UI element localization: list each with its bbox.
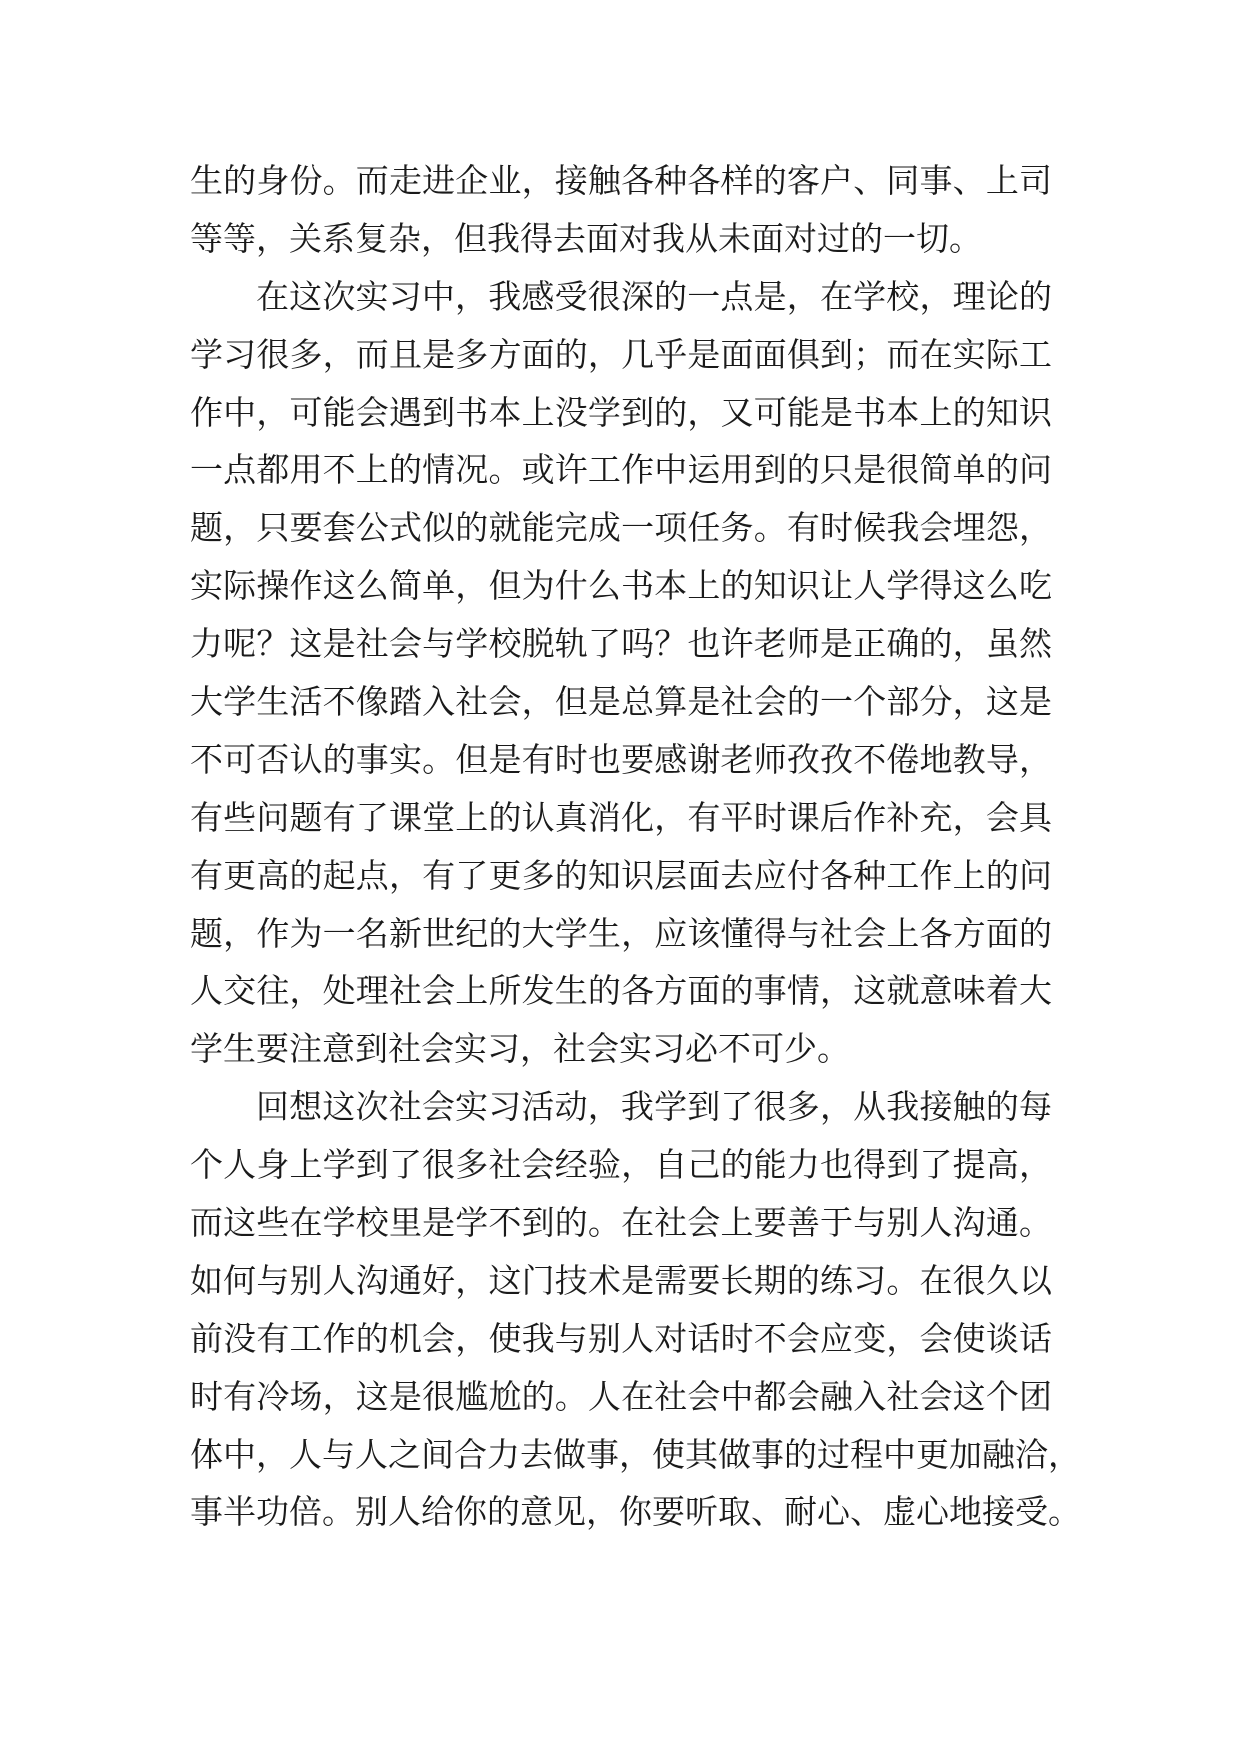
text-line: 事半功倍。别人给你的意见，你要听取、耐心、虚心地接受。 <box>190 1492 1081 1532</box>
text-line: 等等，关系复杂，但我得去面对我从未面对过的一切。 <box>190 218 982 258</box>
text-line: 一点都用不上的情况。或许工作中运用到的只是很简单的问 <box>190 450 1052 490</box>
text-line: 生的身份。而走进企业，接触各种各样的客户、同事、上司 <box>190 161 1052 200</box>
text-line: 学习很多，而且是多方面的，几乎是面面俱到；而在实际工 <box>190 334 1052 374</box>
text-line: 实际操作这么简单，但为什么书本上的知识让人学得这么吃 <box>190 566 1052 606</box>
paragraph-1 <box>190 152 1052 268</box>
text-line: 学生要注意到社会实习，社会实习必不可少。 <box>190 1029 850 1069</box>
text-line: 人交往，处理社会上所发生的各方面的事情，这就意味着大 <box>190 971 1052 1011</box>
text-line: 不可否认的事实。但是有时也要感谢老师孜孜不倦地教导， <box>190 739 1052 779</box>
text-line: 在这次实习中，我感受很深的一点是，在学校，理论的 <box>256 276 1052 316</box>
text-line: 力呢？这是社会与学校脱轨了吗？也许老师是正确的，虽然 <box>190 624 1052 664</box>
paragraph-2 <box>190 268 1052 1078</box>
text-line: 作中，可能会遇到书本上没学到的，又可能是书本上的知识 <box>190 392 1052 432</box>
text-line: 有更高的起点，有了更多的知识层面去应付各种工作上的问 <box>190 855 1052 895</box>
text-line: 题，作为一名新世纪的大学生，应该懂得与社会上各方面的 <box>190 913 1052 953</box>
text-line: 时有冷场，这是很尴尬的。人在社会中都会融入社会这个团 <box>190 1376 1052 1416</box>
text-line: 体中，人与人之间合力去做事，使其做事的过程中更加融洽， <box>190 1434 1081 1474</box>
text-line: 大学生活不像踏入社会，但是总算是社会的一个部分，这是 <box>190 682 1052 722</box>
text-line: 回想这次社会实习活动，我学到了很多，从我接触的每 <box>256 1087 1052 1127</box>
text-line: 而这些在学校里是学不到的。在社会上要善于与别人沟通。 <box>190 1203 1052 1243</box>
body-text <box>190 152 1081 1541</box>
text-line: 前没有工作的机会，使我与别人对话时不会应变，会使谈话 <box>190 1318 1052 1358</box>
text-line: 题，只要套公式似的就能完成一项任务。有时候我会埋怨， <box>190 508 1052 548</box>
text-line: 如何与别人沟通好，这门技术是需要长期的练习。在很久以 <box>190 1260 1052 1300</box>
text-line: 有些问题有了课堂上的认真消化，有平时课后作补充，会具 <box>190 797 1052 837</box>
text-line: 个人身上学到了很多社会经验，自己的能力也得到了提高， <box>190 1145 1052 1185</box>
paragraph-3 <box>190 1078 1081 1541</box>
